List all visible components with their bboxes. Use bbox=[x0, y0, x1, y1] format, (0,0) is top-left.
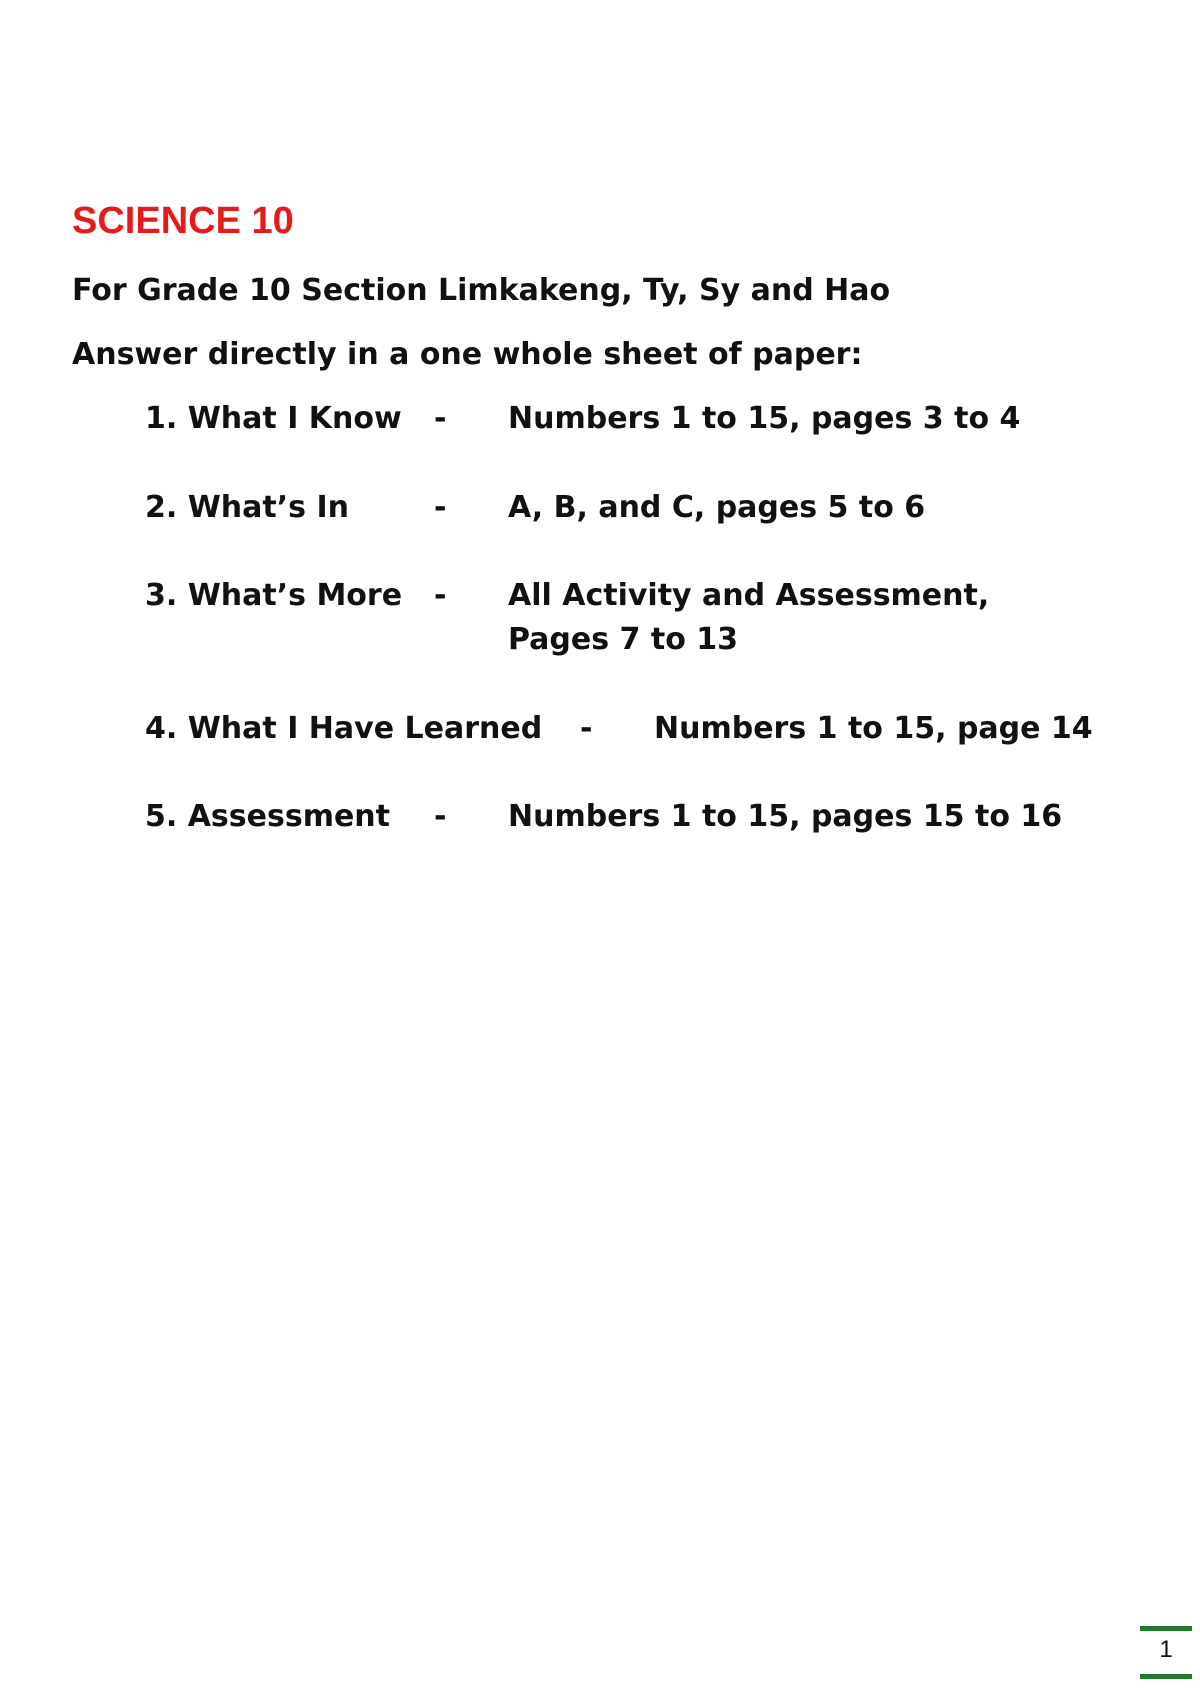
page-number-top-bar bbox=[1140, 1626, 1192, 1631]
item-description: Numbers 1 to 15, pages 15 to 16 bbox=[508, 799, 1063, 834]
item-label: 2. What’s In bbox=[145, 490, 349, 525]
document-subtitle: For Grade 10 Section Limkakeng, Ty, Sy and Hao bbox=[72, 273, 891, 308]
item-dash: - bbox=[580, 711, 593, 746]
item-dash: - bbox=[434, 401, 447, 436]
item-dash: - bbox=[434, 578, 447, 613]
item-label: 1. What I Know bbox=[145, 401, 402, 436]
item-description-continued: Pages 7 to 13 bbox=[508, 622, 739, 657]
page-number: 1 bbox=[1159, 1636, 1173, 1663]
item-label: 3. What’s More bbox=[145, 578, 403, 613]
item-description: Numbers 1 to 15, pages 3 to 4 bbox=[508, 401, 1021, 436]
item-dash: - bbox=[434, 799, 447, 834]
item-description: Numbers 1 to 15, page 14 bbox=[654, 711, 1093, 746]
item-label: 4. What I Have Learned bbox=[145, 711, 543, 746]
document-title: SCIENCE 10 bbox=[72, 200, 294, 242]
item-description: A, B, and C, pages 5 to 6 bbox=[508, 490, 926, 525]
instruction-text: Answer directly in a one whole sheet of paper: bbox=[72, 337, 863, 372]
item-label: 5. Assessment bbox=[145, 799, 391, 834]
item-dash: - bbox=[434, 490, 447, 525]
item-description: All Activity and Assessment, bbox=[508, 578, 990, 613]
page-number-bottom-bar bbox=[1140, 1674, 1192, 1679]
